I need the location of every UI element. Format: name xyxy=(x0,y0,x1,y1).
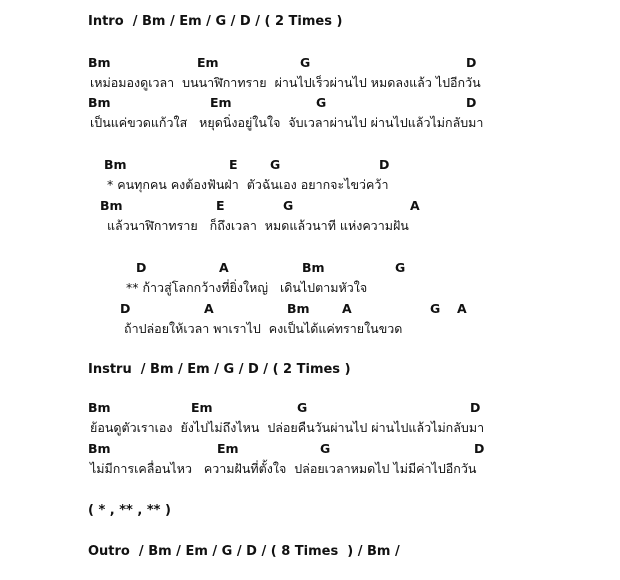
chord: D xyxy=(379,157,390,172)
verse1-chords-1 xyxy=(0,53,620,73)
verse1-chords-2 xyxy=(0,93,620,113)
verse3-chords-1 xyxy=(0,398,620,418)
repeat-line xyxy=(0,501,620,521)
lyric: เหม่อมองดูเวลา บนนาฬิกาทราย ผ่านไปเร็วผ่านไป หมดลงแล้ว ไปอีกวัน xyxy=(90,75,481,90)
chord: E xyxy=(216,198,225,213)
chorus-lyric-1 xyxy=(0,278,620,298)
lyric: * คนทุกคน คงต้องฟันฝ่า ตัวฉันเอง อยากจะไขว่คว้า xyxy=(107,177,389,192)
verse3-chords-2 xyxy=(0,439,620,459)
lyric: ย้อนดูตัวเราเอง ยังไปไม่ถึงไหน ปล่อยคืนวันผ่านไป ผ่านไปแล้วไม่กลับมา xyxy=(90,420,485,435)
chord: D xyxy=(120,301,131,316)
chord: Bm xyxy=(302,260,325,275)
intro-line xyxy=(0,12,620,32)
chord: Bm xyxy=(88,55,111,70)
verse2-lyric-2 xyxy=(0,216,620,236)
chord: Em xyxy=(197,55,219,70)
chord: D xyxy=(466,95,477,110)
outro-line xyxy=(0,542,620,562)
lyric: ** ก้าวสู่โลกกว้างที่ยิ่งใหญ่ เดินไปตามหัวใจ xyxy=(126,280,368,295)
chord: D xyxy=(466,55,477,70)
chord: A xyxy=(219,260,229,275)
chord: D xyxy=(474,441,485,456)
verse1-lyric-1 xyxy=(0,73,620,93)
verse2-chords-1 xyxy=(0,155,620,175)
verse3-lyric-2 xyxy=(0,459,620,479)
chord: A xyxy=(410,198,420,213)
chord: D xyxy=(136,260,147,275)
intro-label: Intro / Bm / Em / G / D / ( 2 Times ) xyxy=(88,14,343,29)
chord: G xyxy=(283,198,294,213)
chord: G xyxy=(395,260,406,275)
lyric: แล้วนาฬิกาทราย ก็ถึงเวลา หมดแล้วนาที แห่งความฝัน xyxy=(107,218,409,233)
chord: Bm xyxy=(287,301,310,316)
chorus-chords-2 xyxy=(0,299,620,319)
chord: Bm xyxy=(88,441,111,456)
lyric: เป็นแค่ขวดแก้วใส หยุดนิ่งอยู่ในใจ จับเวลาผ่านไป ผ่านไปแล้วไม่กลับมา xyxy=(90,115,484,130)
chord: D xyxy=(470,400,481,415)
chord: G xyxy=(316,95,327,110)
verse2-chords-2 xyxy=(0,196,620,216)
chord: G xyxy=(297,400,308,415)
chord: Em xyxy=(210,95,232,110)
lyric: ไม่มีการเคลื่อนไหว ความฝันที่ตั้งใจ ปล่อยเวลาหมดไป ไม่มีค่าไปอีกวัน xyxy=(90,461,477,476)
verse1-lyric-2 xyxy=(0,113,620,133)
instru-line xyxy=(0,360,620,380)
lyric: ถ้าปล่อยให้เวลา พาเราไป คงเป็นได้แค่ทรายในขวด xyxy=(124,321,403,336)
outro-label: Outro / Bm / Em / G / D / ( 8 Times ) / Bm / xyxy=(88,544,400,559)
chord: G xyxy=(300,55,311,70)
verse2-lyric-1 xyxy=(0,175,620,195)
chord: Bm xyxy=(104,157,127,172)
chorus-chords-1 xyxy=(0,258,620,278)
repeat-marker: ( * , ** , ** ) xyxy=(88,503,171,518)
chord: Em xyxy=(217,441,239,456)
chord: G xyxy=(320,441,331,456)
chord: G xyxy=(430,301,441,316)
chord: Em xyxy=(191,400,213,415)
chord: Bm xyxy=(88,95,111,110)
instru-label: Instru / Bm / Em / G / D / ( 2 Times ) xyxy=(88,362,351,377)
chord: A xyxy=(457,301,467,316)
chord: A xyxy=(342,301,352,316)
chord: Bm xyxy=(100,198,123,213)
chord: E xyxy=(229,157,238,172)
chord: A xyxy=(204,301,214,316)
chord: G xyxy=(270,157,281,172)
chord: Bm xyxy=(88,400,111,415)
verse3-lyric-1 xyxy=(0,418,620,438)
chorus-lyric-2 xyxy=(0,319,620,339)
